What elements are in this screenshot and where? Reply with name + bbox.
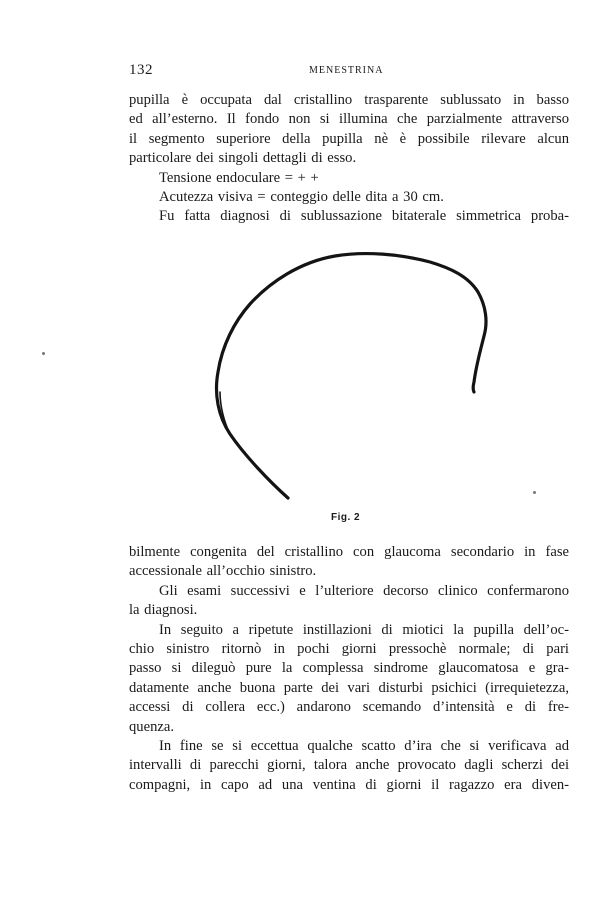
figure-caption: Fig. 2: [331, 512, 361, 523]
text-line: il segmento superiore della pupilla nè è possibile rilevare alcun: [129, 130, 569, 147]
text-line: accessionale all’occhio sinistro.: [129, 563, 317, 580]
bottom-paragraphs: [129, 543, 569, 795]
print-speck: [42, 352, 45, 355]
pupil-outline-drawing: [200, 244, 500, 512]
text-line: la diagnosi.: [129, 602, 198, 619]
text-line: bilmente congenita del cristallino con glaucoma secondario in fase: [129, 544, 569, 560]
text-line: Fu fatta diagnosi di sublussazione bitaterale simmetrica proba-: [159, 208, 569, 225]
pupil-outline-stroke: [217, 254, 487, 498]
page-header: [129, 62, 569, 82]
text-line: In seguito a ripetute instillazioni di miotici la pupilla dell’oc-: [159, 621, 569, 638]
text-line: compagni, in capo ad una ventina di giorni il ragazzo era diven-: [129, 776, 569, 793]
text-line: In fine se si eccettua qualche scatto d’ira che si verificava ad: [159, 738, 569, 755]
text-line: Acutezza visiva = conteggio delle dita a 30 cm.: [159, 189, 444, 206]
text-line: quenza.: [129, 718, 174, 735]
page-number: 132: [129, 62, 153, 78]
top-paragraphs: [129, 91, 569, 227]
print-speck: [533, 491, 536, 494]
text-line: accessi di collera ecc.) andarono scemando d’intensità e di fre-: [129, 699, 569, 716]
text-line: passo si dileguò pure la complessa sindrome glaucomatosa e gra-: [129, 660, 569, 677]
text-line: datamente anche buona parte dei vari disturbi psichici (irrequietezza,: [129, 679, 569, 696]
text-line: Gli esami successivi e l’ulteriore decorso clinico confermarono: [159, 582, 569, 599]
text-line: particolare dei singoli dettagli di esso.: [129, 150, 357, 167]
text-line: Tensione endoculare = + +: [159, 169, 319, 186]
text-line: pupilla è occupata dal cristallino trasparente sublussato in basso: [129, 92, 569, 108]
text-line: intervalli di parecchi giorni, talora anche provocato dagli scherzi dei: [129, 757, 569, 774]
running-title: MENESTRINA: [309, 65, 384, 76]
text-line: chio sinistro ritornò in pochi giorni pressochè normale; di pari: [129, 641, 569, 658]
text-line: ed all’esterno. Il fondo non si illumina che parzialmente attraverso: [129, 111, 569, 128]
